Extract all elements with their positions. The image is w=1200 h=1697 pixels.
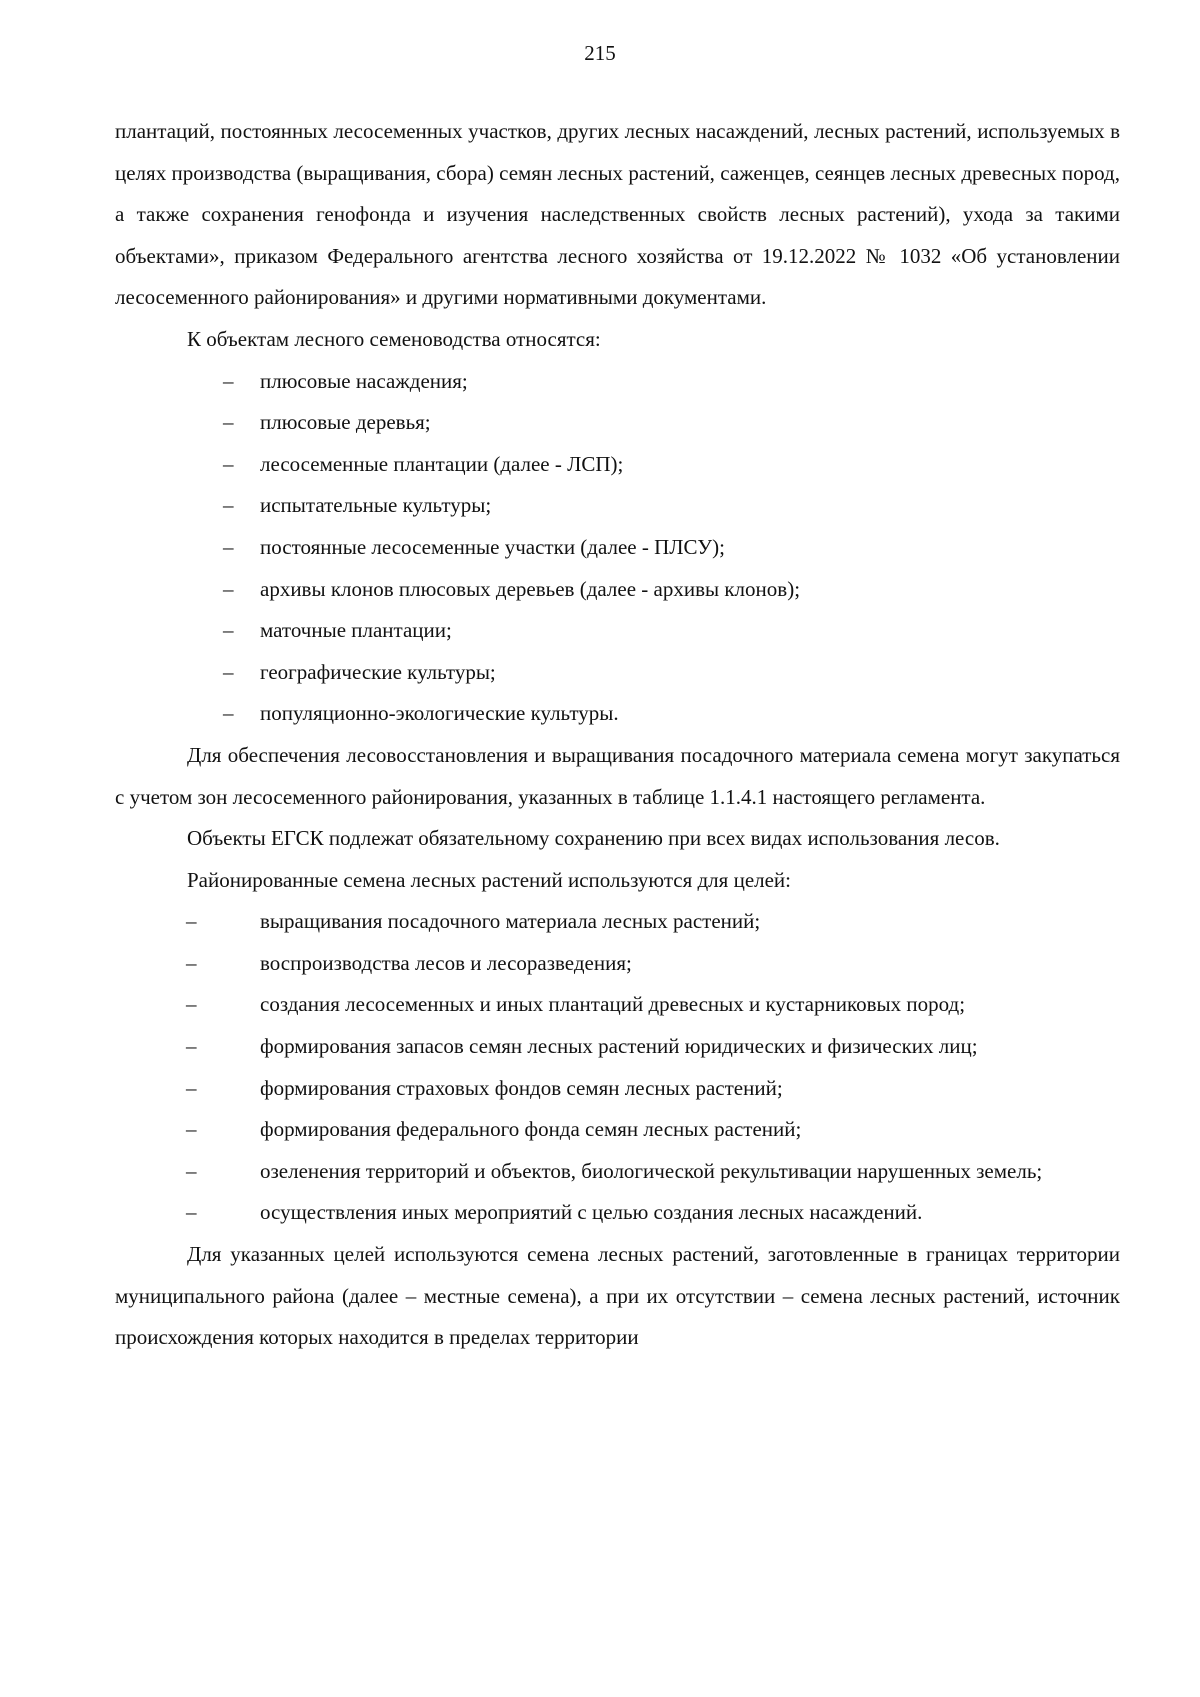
list-item — [115, 943, 1120, 985]
dash-marker: – — [223, 659, 234, 684]
list-item-text: озеленения территорий и объектов, биологической рекультивации нарушенных земель; — [260, 1158, 1043, 1183]
list-item — [115, 610, 1120, 652]
dash-marker: – — [223, 534, 234, 559]
dash-marker: – — [223, 451, 234, 476]
list-item-text: географические культуры; — [260, 659, 496, 684]
list-item-text: маточные плантации; — [260, 618, 452, 643]
list-item — [115, 361, 1120, 403]
dash-marker: – — [223, 618, 234, 643]
page-number: 215 — [584, 41, 616, 65]
objects-list — [115, 361, 1120, 735]
list-item — [115, 1068, 1120, 1110]
dash-marker: – — [186, 950, 197, 975]
list-item-text: формирования запасов семян лесных растений юридических и физических лиц; — [260, 1034, 978, 1059]
list-item — [115, 901, 1120, 943]
list-item — [115, 1192, 1120, 1234]
list-item — [115, 1151, 1120, 1193]
list-item — [115, 1026, 1120, 1068]
list-item-text: создания лесосеменных и иных плантаций древесных и кустарниковых пород; — [260, 992, 966, 1017]
paragraph-local-seeds: Для указанных целей используются семена лесных растений, заготовленные в границах территории муниципального района (далее – местные семена), а при их отсутствии – семена лесных растений, источник происхождения которых находится в пределах территории — [115, 1242, 1120, 1350]
list-item — [115, 527, 1120, 569]
paragraph-egsk: Объекты ЕГСК подлежат обязательному сохранению при всех видах использования лесов. — [187, 826, 1000, 851]
list-item-text: лесосеменные плантации (далее - ЛСП); — [260, 451, 624, 476]
list-item — [115, 652, 1120, 694]
list-item — [115, 984, 1120, 1026]
paragraph-objects-intro: К объектам лесного семеноводства относятся: — [187, 326, 601, 351]
list-item — [115, 402, 1120, 444]
list-item-text: плюсовые деревья; — [260, 410, 431, 435]
paragraph-seed-purchase: Для обеспечения лесовосстановления и выращивания посадочного материала семена могут закупаться с учетом зон лесосеменного районирования, указанных в таблице 1.1.4.1 настоящего регламента. — [115, 742, 1120, 809]
list-item — [115, 569, 1120, 611]
dash-marker: – — [223, 368, 234, 393]
list-item-text: выращивания посадочного материала лесных растений; — [260, 909, 761, 934]
list-item-text: популяционно-экологические культуры. — [260, 701, 619, 726]
dash-marker: – — [186, 909, 197, 934]
list-item-text: осуществления иных мероприятий с целью создания лесных насаждений. — [260, 1200, 923, 1225]
dash-marker: – — [223, 410, 234, 435]
purposes-list — [115, 901, 1120, 1234]
list-item-text: формирования страховых фондов семян лесных растений; — [260, 1075, 783, 1100]
paragraph-continuation: плантаций, постоянных лесосеменных участков, других лесных насаждений, лесных растений, используемых в целях производства (выращивания, сбора) семян лесных растений, саженцев, сеянцев лесных древесных пород, а также сохранения генофонда и изучения наследственных свойств лесных растений), ухода за такими объектами», приказом Федерального агентства лесного хозяйства от 19.12.2022 № 1032 «Об установлении лесосеменного районирования» и другими нормативными документами. — [115, 119, 1120, 310]
dash-marker: – — [186, 992, 197, 1017]
dash-marker: – — [186, 1158, 197, 1183]
dash-marker: – — [186, 1200, 197, 1225]
list-item — [115, 485, 1120, 527]
list-item — [115, 1109, 1120, 1151]
list-item — [115, 693, 1120, 735]
dash-marker: – — [186, 1117, 197, 1142]
list-item-text: формирования федерального фонда семян лесных растений; — [260, 1117, 802, 1142]
list-item-text: плюсовые насаждения; — [260, 368, 468, 393]
paragraph-purposes-intro: Районированные семена лесных растений используются для целей: — [187, 867, 792, 892]
list-item-text: испытательные культуры; — [260, 493, 492, 518]
list-item-text: постоянные лесосеменные участки (далее - ПЛСУ); — [260, 534, 725, 559]
list-item-text: воспроизводства лесов и лесоразведения; — [260, 950, 632, 975]
document-body — [115, 111, 1120, 1359]
dash-marker: – — [223, 576, 234, 601]
list-item-text: архивы клонов плюсовых деревьев (далее - архивы клонов); — [260, 576, 801, 601]
list-item — [115, 444, 1120, 486]
dash-marker: – — [186, 1034, 197, 1059]
dash-marker: – — [186, 1075, 197, 1100]
dash-marker: – — [223, 493, 234, 518]
dash-marker: – — [223, 701, 234, 726]
